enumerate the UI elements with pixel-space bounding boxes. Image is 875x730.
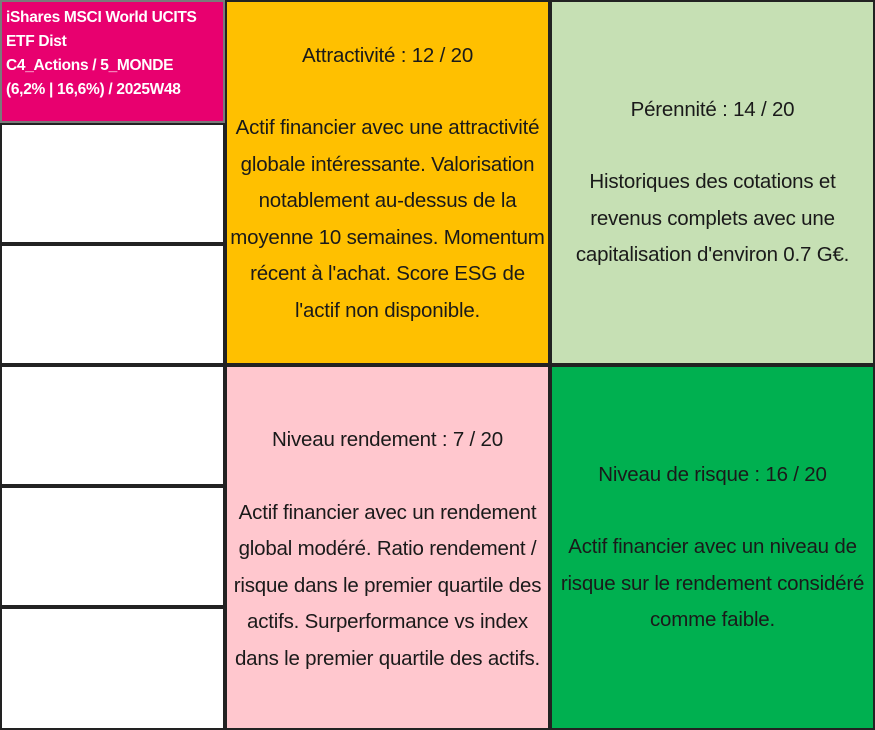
rendement-panel [225, 365, 550, 730]
empty-cell-3 [0, 365, 225, 486]
rendement-description: Actif financier avec un rendement global modéré. Ratio rendement / risque dans le premier quartile des actifs. Surperformance vs index dans le premier quartile des actifs. [233, 500, 542, 670]
perennite-heading: Pérennité : 14 / 20 [630, 97, 795, 121]
asset-stats: (6,2% | 16,6%) / 2025W48 [6, 81, 181, 98]
attractivite-heading: Attractivité : 12 / 20 [301, 43, 474, 67]
risque-content [554, 457, 872, 639]
attractivite-description: Actif financier avec une attractivité globale intéressante. Valorisation notablement au-dessus de la moyenne 10 semaines. Momentum récent à l'achat. Score ESG de l'actif non disponible. [230, 116, 545, 322]
attractivite-content [229, 36, 547, 330]
rendement-heading: Niveau rendement : 7 / 20 [272, 428, 503, 451]
perennite-panel [550, 0, 875, 365]
rendement-content [229, 418, 547, 677]
asset-title-cell [0, 0, 225, 123]
asset-name-line2: ETF Dist [6, 33, 67, 50]
risque-panel [550, 365, 875, 730]
empty-cell-2 [0, 244, 225, 365]
risque-description: Actif financier avec un niveau de risque sur le rendement considéré comme faible. [560, 535, 865, 631]
asset-category: C4_Actions / 5_MONDE [6, 57, 174, 74]
risque-heading: Niveau de risque : 16 / 20 [598, 462, 827, 486]
attractivite-panel [225, 0, 550, 365]
perennite-content [563, 92, 863, 274]
empty-cell-1 [0, 123, 225, 244]
empty-cell-4 [0, 486, 225, 607]
asset-name-line1: iShares MSCI World UCITS [6, 9, 197, 26]
empty-cell-5 [0, 607, 225, 730]
perennite-description: Historiques des cotations et revenus complets avec une capitalisation d'environ 0.7 G€. [575, 170, 850, 266]
